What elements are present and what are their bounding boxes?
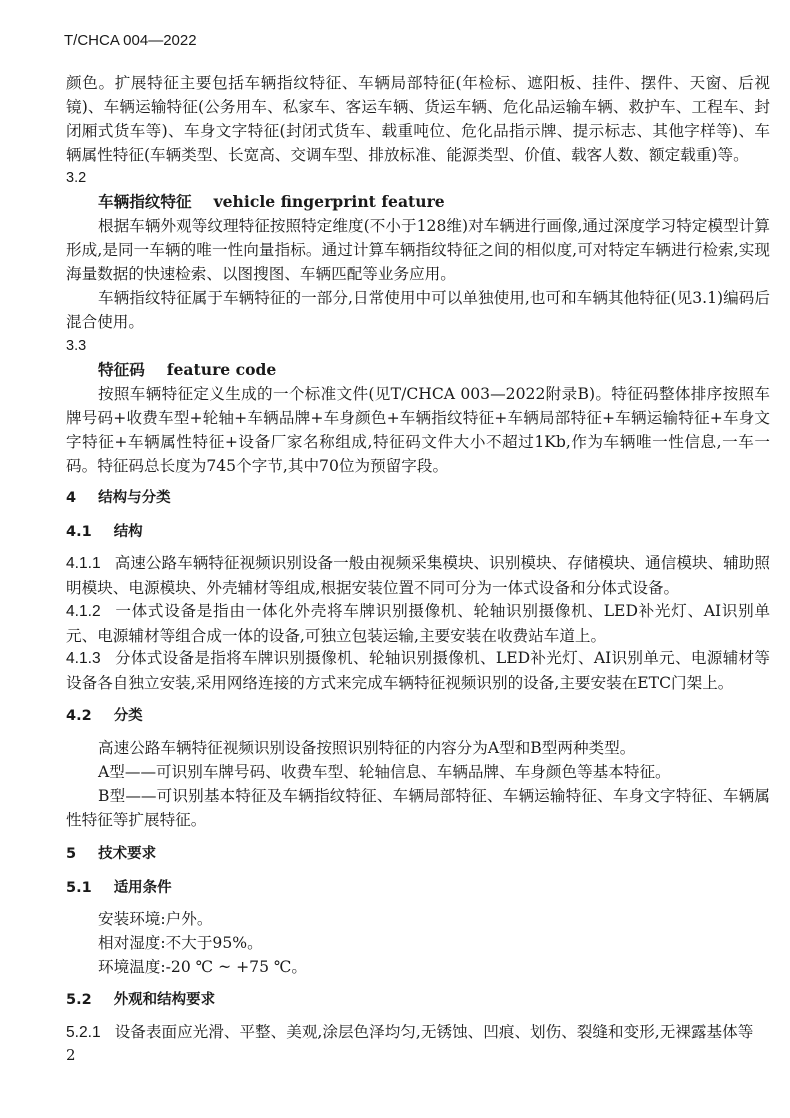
paragraph: 按照车辆特征定义生成的一个标准文件(见T/CHCA 003—2022附录B)。特征码整体排序按照车牌号码+收费车型+轮轴+车辆品牌+车身颜色+车辆指纹特征+车辆局部特征+车辆运输特征+车身文字特征+车辆属性特征+设备厂家名称组成,特征码文件大小不超过1Kb,作为车辆唯一性信息,一车一码。特征码总长度为745个字节,其中70位为预留字段。 [66, 385, 770, 475]
page-number: 2 [66, 1046, 76, 1064]
clause-5-2-1: 5.2.1 设备表面应光滑、平整、美观,涂层色泽均匀,无锈蚀、凹痕、划伤、裂缝和变形,无裸露基体等 [66, 1023, 754, 1041]
clause-4-1-3: 4.1.3 分体式设备是指将车牌识别摄像机、轮轴识别摄像机、LED补光灯、AI识别单元、电源辅材等设备各自独立安装,采用网络连接的方式来完成车辆特征视频识别的设备,主要安装在ETC门架上。 [66, 649, 770, 692]
condition-humidity: 相对湿度:不大于95%。 [98, 934, 263, 952]
term-feature-code: 特征码 feature code [98, 360, 277, 379]
section-heading-5: 5 技术要求 [66, 846, 157, 862]
paragraph-continued: 颜色。扩展特征主要包括车辆指纹特征、车辆局部特征(年检标、遮阳板、挂件、摆件、天窗、后视镜)、车辆运输特征(公务用车、私家车、客运车辆、货运车辆、危化品运输车辆、救护车、工程车、封闭厢式货车等)、车身文字特征(封闭式货车、载重吨位、危化品指示牌、提示标志、其他字样等)、车辆属性特征(车辆类型、长宽高、交调车型、排放标准、能源类型、价值、载客人数、额定载重)等。 [66, 74, 770, 164]
type-b-description: B型——可识别基本特征及车辆指纹特征、车辆局部特征、车辆运输特征、车身文字特征、车辆属性特征等扩展特征。 [66, 787, 770, 829]
section-heading-5-2: 5.2 外观和结构要求 [66, 992, 216, 1008]
term-vehicle-fingerprint: 车辆指纹特征 vehicle fingerprint feature [98, 192, 445, 211]
clause-4-1-2: 4.1.2 一体式设备是指由一体化外壳将车牌识别摄像机、轮轴识别摄像机、LED补光灯、AI识别单元、电源辅材等组合成一体的设备,可独立包装运输,主要安装在收费站车道上。 [66, 602, 770, 645]
clause-3-3-number: 3.3 [66, 338, 87, 354]
paragraph: 根据车辆外观等纹理特征按照特定维度(不小于128维)对车辆进行画像,通过深度学习特定模型计算形成,是同一车辆的唯一性向量指标。通过计算车辆指纹特征之间的相似度,可对特定车辆进行检索,实现海量数据的快速检索、以图搜图、车辆匹配等业务应用。 [66, 217, 770, 283]
condition-temperature: 环境温度:-20 ℃ ~ +75 ℃。 [98, 958, 308, 976]
clause-3-2-number: 3.2 [66, 170, 87, 186]
type-a-description: A型——可识别车牌号码、收费车型、轮轴信息、车辆品牌、车身颜色等基本特征。 [98, 763, 671, 781]
section-heading-4-1: 4.1 结构 [66, 524, 143, 540]
paragraph: 车辆指纹特征属于车辆特征的一部分,日常使用中可以单独使用,也可和车辆其他特征(见3.1)编码后混合使用。 [66, 289, 770, 331]
clause-4-1-1: 4.1.1 高速公路车辆特征视频识别设备一般由视频采集模块、识别模块、存储模块、通信模块、辅助照明模块、电源模块、外壳辅材等组成,根据安装位置不同可分为一体式设备和分体式设备。 [66, 554, 770, 597]
paragraph: 高速公路车辆特征视频识别设备按照识别特征的内容分为A型和B型两种类型。 [98, 739, 636, 757]
section-heading-4: 4 结构与分类 [66, 490, 171, 506]
section-heading-5-1: 5.1 适用条件 [66, 880, 172, 896]
document-header: T/CHCA 004—2022 [64, 32, 197, 49]
condition-installation: 安装环境:户外。 [98, 910, 213, 928]
section-heading-4-2: 4.2 分类 [66, 708, 143, 724]
